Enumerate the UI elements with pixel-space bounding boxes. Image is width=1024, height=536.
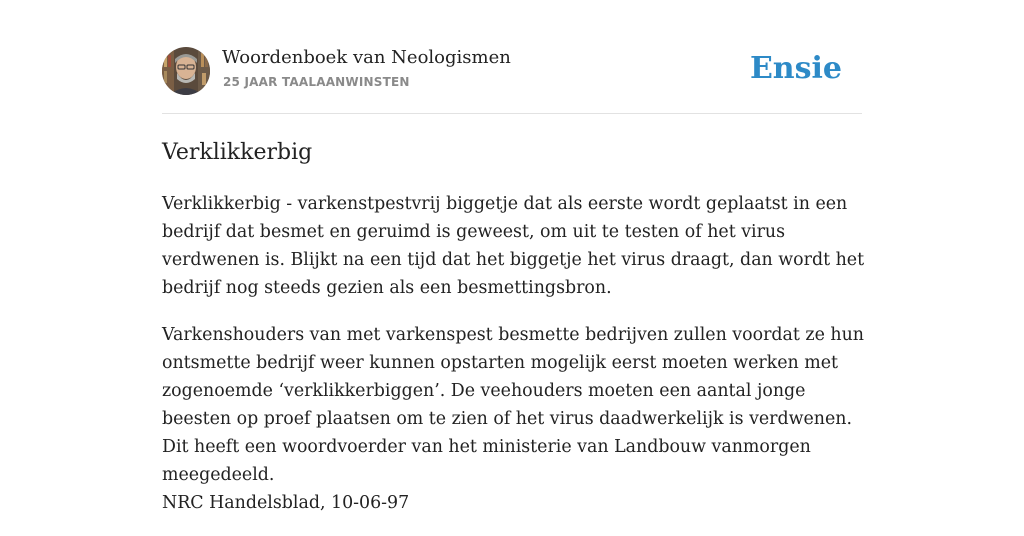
entry-body — [162, 190, 867, 536]
quote-text: Varkenshouders van met varkenspest besmette bedrijven zullen voordat ze hun ontsmette bedrijf weer kunnen opstarten mogelijk eerst moeten werken met zogenoemde ‘verklikkerbiggen’. De veehouders moeten een aantal jonge beesten op proef plaatsen om te zien of het virus daadwerkelijk is verdwenen. Dit heeft een woordvoerder van het ministerie van Landbouw vanmorgen meegedeeld. — [162, 325, 864, 485]
entry-title: Verklikkerbig — [162, 140, 313, 165]
header-divider — [162, 113, 862, 114]
definition-paragraph: Verklikkerbig - varkenstpestvrij biggetje dat als eerste wordt geplaatst in een bedrijf dat besmet en geruimd is geweest, om uit te testen of het virus verdwenen is. Blijkt na een tijd dat het biggetje het virus draagt, dan wordt het bedrijf nog steeds gezien als een besmettingsbron. — [162, 194, 865, 298]
ensie-logo[interactable]: Ensie — [749, 51, 842, 86]
quote-paragraph — [162, 321, 867, 517]
author-subtitle: 25 JAAR TAALAANWINSTEN — [223, 75, 410, 89]
author-portrait-icon — [162, 47, 210, 95]
site-header — [162, 46, 862, 96]
quote-source: NRC Handelsblad, 10-06-97 — [162, 493, 410, 513]
author-name[interactable]: Woordenboek van Neologismen — [222, 47, 511, 68]
author-avatar[interactable] — [162, 47, 210, 95]
